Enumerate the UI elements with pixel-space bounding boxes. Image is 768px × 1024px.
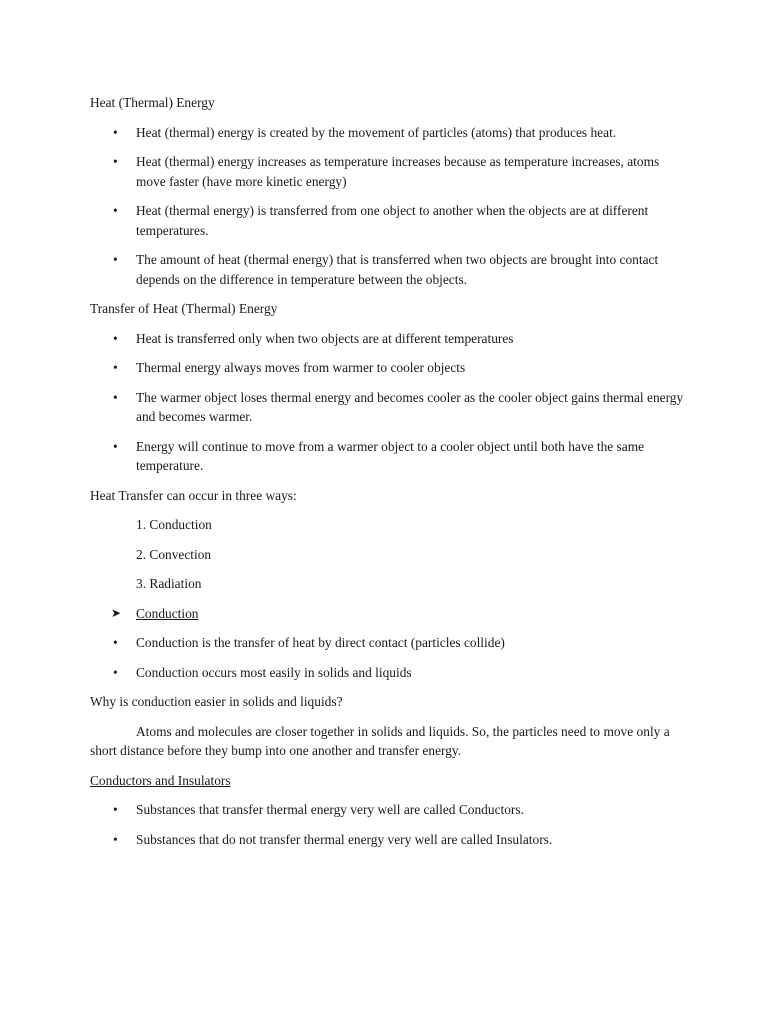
- conduction-heading: Conduction: [136, 605, 199, 621]
- bullet-list-conduction: [90, 633, 690, 682]
- bullet-icon: •: [113, 802, 118, 817]
- list-item: [90, 329, 690, 349]
- list-item-text: The amount of heat (thermal energy) that is transferred when two objects are brought into contact depends on the difference in temperature between the objects.: [136, 252, 659, 287]
- arrow-bullet-icon: ➤: [111, 605, 122, 620]
- list-item: [90, 437, 690, 476]
- numbered-list-ways: [90, 515, 690, 594]
- bullet-icon: •: [113, 831, 118, 847]
- section-heading-heat: Heat (Thermal) Energy: [90, 95, 215, 110]
- document-content: [90, 93, 690, 859]
- list-item-text: Conduction is the transfer of heat by direct contact (particles collide): [136, 635, 505, 650]
- numbered-item: 2. Convection: [136, 546, 212, 562]
- list-item: [90, 250, 690, 289]
- section-heading-transfer: Transfer of Heat (Thermal) Energy: [90, 301, 278, 316]
- question-heading: Why is conduction easier in solids and liquids?: [90, 694, 343, 709]
- bullet-icon: •: [113, 330, 118, 346]
- bullet-list-conductors: [90, 800, 690, 849]
- numbered-item: 3. Radiation: [136, 576, 202, 591]
- conduction-subheading: [90, 604, 690, 624]
- bullet-icon: •: [113, 360, 118, 375]
- section-heading-conductors: Conductors and Insulators: [90, 772, 231, 788]
- bullet-icon: •: [113, 635, 118, 650]
- list-item-text: Substances that transfer thermal energy very well are called Conductors.: [136, 802, 524, 817]
- list-item-text: Heat (thermal energy) is transferred from one object to another when the objects are at different temperatures.: [136, 203, 649, 238]
- bullet-icon: •: [113, 124, 118, 140]
- list-item: [90, 663, 690, 683]
- list-item-text: Thermal energy always moves from warmer to cooler objects: [136, 360, 466, 375]
- bullet-list-heat: [90, 123, 690, 290]
- answer-paragraph: Atoms and molecules are closer together in solids and liquids. So, the particles need to move only a short distance before they bump into one another and transfer energy.: [90, 723, 670, 758]
- list-item-text: Conduction occurs most easily in solids and liquids: [136, 664, 412, 680]
- list-item: [90, 633, 690, 653]
- list-item-text: Heat (thermal) energy increases as temperature increases because as temperature increases, atoms move faster (have more kinetic energy): [136, 154, 660, 189]
- bullet-icon: •: [113, 203, 118, 218]
- bullet-icon: •: [113, 154, 118, 169]
- bullet-icon: •: [113, 664, 118, 680]
- bullet-icon: •: [113, 438, 118, 454]
- list-item: [90, 830, 690, 850]
- list-item: [90, 388, 690, 427]
- list-item: [90, 201, 690, 240]
- bullet-icon: •: [113, 389, 118, 405]
- list-item-text: Energy will continue to move from a warmer object to a cooler object until both have the same temperature.: [136, 438, 645, 473]
- list-item-text: The warmer object loses thermal energy and becomes cooler as the cooler object gains thermal energy and becomes warmer.: [136, 389, 684, 424]
- list-item-text: Substances that do not transfer thermal energy very well are called Insulators.: [136, 831, 553, 847]
- list-item-text: Heat is transferred only when two objects are at different temperatures: [136, 330, 514, 346]
- list-item: [90, 123, 690, 143]
- numbered-item: 1. Conduction: [136, 517, 212, 532]
- section-heading-ways: Heat Transfer can occur in three ways:: [90, 487, 297, 503]
- bullet-icon: •: [113, 252, 118, 267]
- list-item: [90, 800, 690, 820]
- list-item: [90, 152, 690, 191]
- list-item: [90, 358, 690, 378]
- list-item-text: Heat (thermal) energy is created by the movement of particles (atoms) that produces heat.: [136, 124, 617, 140]
- bullet-list-transfer: [90, 329, 690, 476]
